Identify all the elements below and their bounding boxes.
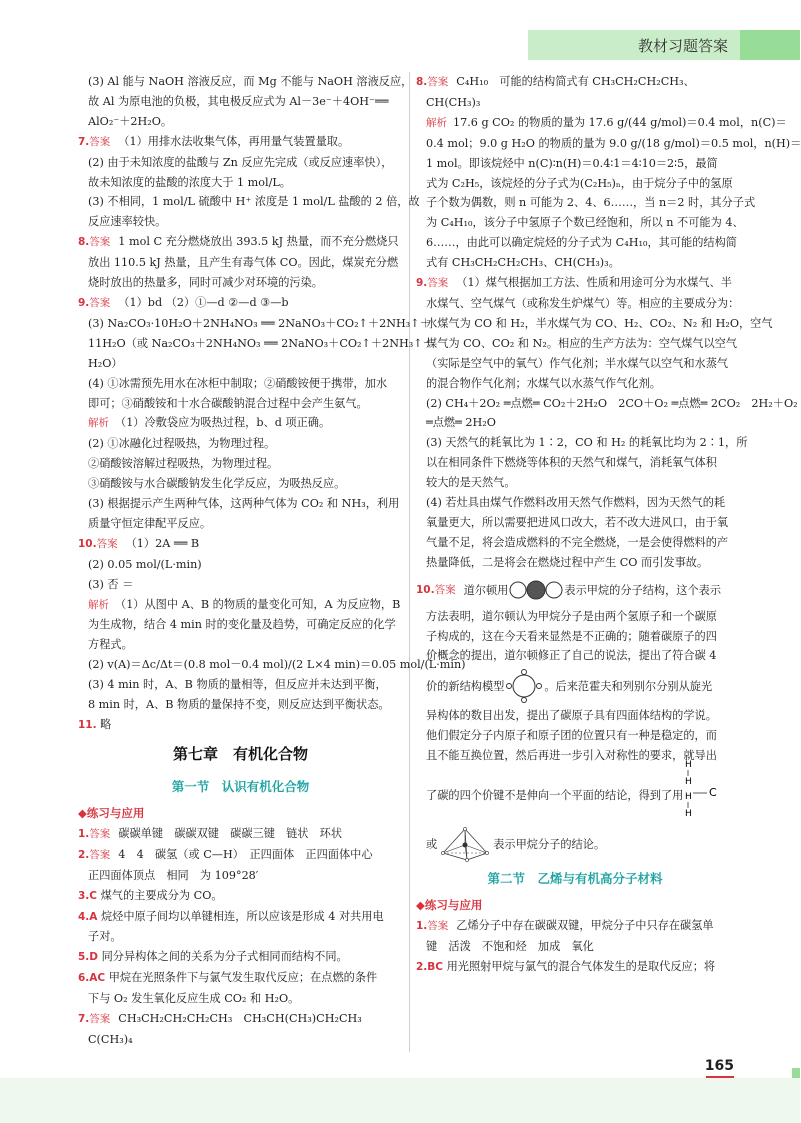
q10-formula-line bbox=[416, 760, 734, 824]
answer-text: 煤气的主要成分为 CO。 bbox=[100, 888, 223, 902]
text-line: (2) 0.05 mol/(L·min) bbox=[88, 557, 202, 571]
question-line bbox=[416, 273, 734, 294]
text-line: 水煤气、空气煤气（或称发生炉煤气）等。相应的主要成分为： bbox=[426, 296, 740, 310]
question-line bbox=[416, 72, 734, 93]
text-line: 较大的是天然气。 bbox=[426, 476, 516, 490]
question-line bbox=[78, 132, 403, 153]
four-valence-carbon-model-icon bbox=[504, 669, 544, 703]
question-number: 9. bbox=[416, 277, 428, 290]
question-line bbox=[78, 947, 403, 968]
text-line: 键 活泼 不饱和烃 加成 氧化 bbox=[426, 940, 594, 953]
text-line: 正四面体顶点 相同 为 109°28′ bbox=[88, 868, 259, 882]
answer-text: （1）煤气根据加工方法、性质和用途可分为水煤气、半 bbox=[456, 276, 732, 290]
answer-tag: 答案 bbox=[427, 277, 449, 290]
text-line: 为生成物，结合 4 min 时的变化量及趋势，可确定反应的化学 bbox=[88, 618, 396, 632]
question-line bbox=[78, 232, 403, 253]
text-line: (4) 若灶具由煤气作燃料改用天然气作燃料，因为天然气的耗 bbox=[426, 496, 726, 510]
text-line: 热量降低，二是将会在燃烧过程中产生 CO 而引发事故。 bbox=[426, 555, 709, 569]
answer-tag: 答案 bbox=[89, 1013, 111, 1026]
text-line: 水煤气为 CO 和 H₂，半水煤气为 CO、H₂、CO₂、N₂ 和 H₂O，空气 bbox=[426, 316, 773, 330]
text-line: 0.4 mol；9.0 g H₂O 的物质的量为 9.0 g/(18 g/mol)＝0.5 mol，n(H)＝ bbox=[426, 136, 801, 150]
text-line: (3) Al 能与 NaOH 溶液反应，而 Mg 不能与 NaOH 溶液反应， bbox=[88, 75, 413, 88]
question-line bbox=[78, 595, 403, 616]
text-line: (2) CH₄＋2O₂ ═点燃═ CO₂＋2H₂O 2CO＋O₂ ═点燃═ 2CO₂ 2H₂＋O₂ bbox=[426, 396, 798, 410]
question-number: 1. bbox=[78, 827, 90, 840]
text-line: 1 mol。即该烷烃中 n(C)∶n(H)＝0.4∶1＝4∶10＝2∶5，最简 bbox=[426, 156, 718, 170]
text-line: 反应速率较快。 bbox=[88, 215, 167, 229]
text-line: 放出 110.5 kJ 热量，且产生有毒气体 CO。因此，煤炭充分燃 bbox=[88, 256, 399, 270]
h-atom-label: H bbox=[685, 792, 693, 803]
text-line: 子对。 bbox=[88, 930, 122, 944]
answer-tag: 答案 bbox=[427, 920, 449, 933]
answer-text: 同分异构体之间的关系为分子式相同而结构不同。 bbox=[101, 950, 348, 964]
text-line: AlO₂⁻＋2H₂O。 bbox=[88, 114, 173, 128]
text-line: 即可；③硝酸铵和十水合碳酸钠混合过程中会产生氨气。 bbox=[88, 396, 368, 410]
text-line: 式有 CH₃CH₂CH₂CH₃、CH(CH₃)₃。 bbox=[426, 256, 620, 270]
question-line bbox=[78, 293, 403, 314]
right-column bbox=[416, 72, 801, 978]
planar-methane-formula-icon bbox=[683, 757, 725, 821]
answer-text: 用光照射甲烷与氯气的混合气体发生的是取代反应；将 bbox=[446, 959, 716, 973]
question-line bbox=[78, 824, 403, 845]
q10-text-post: 表示甲烷的分子结构，这个表示 bbox=[564, 583, 722, 597]
text-line: 下与 O₂ 发生氧化反应生成 CO₂ 和 H₂O。 bbox=[88, 992, 300, 1006]
question-number: 2. bbox=[78, 848, 90, 861]
answer-text: 乙烯分子中存在碳碳双键，甲烷分子中只存在碳氢单 bbox=[456, 919, 714, 933]
analysis-tag: 解析 bbox=[88, 417, 109, 430]
answer-tag: 答案 bbox=[89, 296, 111, 309]
question-line bbox=[78, 534, 403, 555]
question-line bbox=[78, 886, 403, 907]
q10-text-post4: 表示甲烷分子的结论。 bbox=[493, 838, 606, 852]
text-line: 烧时放出的热量多，同时可减少对环境的污染。 bbox=[88, 276, 323, 290]
text-line: 以在相同条件下燃烧等体积的天然气和煤气，消耗氧气体积 bbox=[426, 456, 717, 470]
question-number: 5.D bbox=[78, 951, 99, 964]
analysis-tag: 解析 bbox=[88, 598, 109, 611]
text-line: 式为 C₂H₅，该烷烃的分子式为(C₂H₅)ₙ，由于烷分子中的氢原 bbox=[426, 176, 733, 190]
corner-mark bbox=[792, 1068, 800, 1078]
question-number: 11. bbox=[78, 719, 97, 731]
question-number: 8. bbox=[78, 236, 90, 249]
answer-text: 1 mol C 充分燃烧放出 393.5 kJ 热量，而不充分燃烧只 bbox=[118, 235, 399, 249]
answer-tag: 答案 bbox=[96, 537, 118, 550]
question-number: 8. bbox=[416, 76, 428, 88]
answer-text: 甲烷在光照条件下与氯气发生取代反应；在点燃的条件 bbox=[108, 971, 378, 985]
text-line: (3) Na₂CO₃·10H₂O＋2NH₄NO₃ ══ 2NaNO₃＋CO₂↑＋2NH₃↑＋ bbox=[88, 316, 431, 330]
question-line bbox=[78, 413, 403, 434]
page-number-underline bbox=[706, 1076, 734, 1078]
text-line: 质量守恒定律配平反应。 bbox=[88, 516, 212, 530]
q10-line: 子构成的，这在今天看来显然是不正确的；随着碳原子的四 bbox=[426, 629, 717, 643]
dalton-methane-model-icon bbox=[508, 579, 564, 601]
question-number: 3.C bbox=[78, 889, 98, 902]
text-line: 6……，由此可以确定烷烃的分子式为 C₄H₁₀，其可能的结构简 bbox=[426, 236, 737, 250]
page-number: 165 bbox=[704, 1058, 734, 1074]
q10-block bbox=[416, 573, 734, 864]
q10-tetrahedral-line bbox=[416, 824, 734, 864]
text-line: (3) 天然气的耗氧比为 1∶2，CO 和 H₂ 的耗氧比均为 2∶1，所 bbox=[426, 436, 748, 450]
text-line: 故 Al 为原电池的负极，其电极反应式为 Al－3e⁻＋4OH⁻══ bbox=[88, 94, 389, 108]
text-line: （实际是空气中的氧气）作气化剂；半水煤气以空气和水蒸气 bbox=[426, 356, 729, 370]
question-line bbox=[78, 715, 403, 736]
q10-number: 10. bbox=[416, 583, 435, 596]
question-line bbox=[78, 845, 403, 866]
header-accent bbox=[740, 30, 800, 60]
c-atom-label: C bbox=[709, 786, 718, 800]
answer-text: （1）从图中 A、B 的物质的量变化可知，A 为反应物，B bbox=[115, 597, 401, 611]
text-line: (4) ①冰需预先用水在冰柜中制取；②硝酸铵便于携带，加水 bbox=[88, 376, 388, 390]
analysis-tag: 解析 bbox=[426, 116, 447, 129]
q10-first-line bbox=[416, 573, 734, 607]
question-number: 7. bbox=[78, 1013, 90, 1026]
text-line: 方程式。 bbox=[88, 638, 133, 652]
right-answers bbox=[416, 72, 801, 573]
q10-text-pre: 道尔顿用 bbox=[463, 583, 509, 597]
question-number: 2.BC bbox=[416, 960, 444, 973]
q10-answer-tag: 答案 bbox=[434, 584, 456, 597]
question-number: 1. bbox=[416, 920, 428, 933]
text-line: ③硝酸铵与水合碳酸钠发生化学反应，为吸热反应。 bbox=[88, 477, 346, 491]
answer-tag: 答案 bbox=[89, 848, 111, 861]
left-answers-2 bbox=[78, 824, 403, 1050]
q10-line: 异构体的数目出发，提出了碳原子具有四面体结构的学说。 bbox=[426, 709, 717, 723]
practice-heading-1: ◆练习与应用 bbox=[78, 805, 145, 820]
question-number: 7. bbox=[78, 135, 90, 148]
h-atom-label: H bbox=[685, 809, 693, 820]
text-line: 氧量更大，所以需要把进风口改大，若不改大进风口，由于氧 bbox=[426, 515, 729, 529]
text-line: 煤气为 CO、CO₂ 和 N₂。相应的生产方法为：空气煤气以空气 bbox=[426, 336, 738, 350]
text-line: C(CH₃)₄ bbox=[88, 1032, 133, 1046]
tetrahedral-methane-model-icon bbox=[437, 825, 493, 863]
text-line: 8 min 时，A、B 物质的量保持不变，则反应达到平衡状态。 bbox=[88, 698, 390, 712]
text-line: (3) 4 min 时，A、B 物质的量相等，但反应并未达到平衡， bbox=[88, 678, 387, 692]
chapter-title: 第七章 有机化合物 bbox=[172, 744, 308, 763]
question-line bbox=[416, 916, 734, 937]
question-line bbox=[416, 957, 734, 978]
right-answers-2 bbox=[416, 916, 734, 978]
footer-band bbox=[0, 1078, 800, 1123]
answer-tag: 答案 bbox=[89, 135, 111, 148]
question-line bbox=[78, 1009, 403, 1030]
text-line: (3) 根据提示产生两种气体，这两种气体为 CO₂ 和 NH₃，利用 bbox=[88, 497, 400, 511]
answer-tag: 答案 bbox=[89, 236, 111, 249]
text-line: 为 C₄H₁₀，该分子中氢原子个数已经饱和，所以 n 不可能为 4、 bbox=[426, 216, 744, 230]
question-number: 6.AC bbox=[78, 972, 106, 985]
answer-text: （1）用排水法收集气体，再用量气装置量取。 bbox=[118, 134, 350, 148]
text-line: (2) ①冰融化过程吸热，为物理过程。 bbox=[88, 437, 276, 451]
answer-text: 略 bbox=[100, 718, 112, 731]
header-title: 教材习题答案 bbox=[637, 37, 728, 55]
question-line bbox=[78, 968, 403, 989]
question-number: 9. bbox=[78, 296, 90, 309]
h-atom-label: H bbox=[685, 777, 693, 788]
answer-text: 17.6 g CO₂ 的物质的量为 17.6 g/(44 g/mol)＝0.4 mol，n(C)＝ bbox=[453, 115, 787, 129]
h-atom-label: H bbox=[685, 760, 693, 771]
q10-line: 且不能互换位置，然后再进一步引入对称性的要求，就导出 bbox=[426, 749, 717, 763]
answer-tag: 答案 bbox=[89, 827, 111, 840]
answer-text: 烷烃中原子间均以单键相连，所以应该是形成 4 对共用电 bbox=[100, 909, 384, 923]
text-line: ═点燃═ 2H₂O bbox=[426, 416, 496, 430]
section-title-1: 第一节 认识有机化合物 bbox=[171, 778, 310, 794]
q10-text-pre4: 或 bbox=[426, 838, 438, 852]
answer-text: （1）bd （2）①—d ②—d ③—b bbox=[118, 295, 289, 309]
answer-tag: 答案 bbox=[427, 76, 449, 88]
answer-text: 4 4 碳氢（或 C—H） 正四面体 正四面体中心 bbox=[118, 847, 373, 861]
text-line: (3) 否 ＝ bbox=[88, 577, 134, 591]
text-line: H₂O） bbox=[88, 356, 123, 370]
q10-text-post2: 。后来范霍夫和列别尔分别从旋光 bbox=[544, 680, 713, 694]
answer-text: （1）冷敷袋应为吸热过程，b、d 项正确。 bbox=[115, 416, 331, 430]
q10-text-pre3: 了碳的四个价键不是伸向一个平面的结论，得到了用 bbox=[426, 789, 684, 803]
text-line: CH(CH₃)₃ bbox=[426, 95, 481, 109]
q10-text-pre2: 价的新结构模型 bbox=[426, 680, 505, 694]
answer-text: 碳碳单键 碳碳双键 碳碳三键 链状 环状 bbox=[118, 826, 343, 840]
text-line: 的混合物作气化剂；水煤气以水蒸气作气化剂。 bbox=[426, 376, 661, 390]
text-line: 11H₂O（或 Na₂CO₃＋2NH₄NO₃ ══ 2NaNO₃＋CO₂↑＋2NH₃↑＋ bbox=[88, 336, 434, 350]
text-line: ②硝酸铵溶解过程吸热，为物理过程。 bbox=[88, 457, 279, 471]
question-number: 4.A bbox=[78, 910, 98, 923]
q10-line: 他们假定分子内原子和原子团的位置只有一种是稳定的，而 bbox=[426, 729, 717, 743]
text-line: (3) 不相同，1 mol/L 硫酸中 H⁺ 浓度是 1 mol/L 盐酸的 2 倍，故 bbox=[88, 195, 420, 209]
practice-heading-2: ◆练习与应用 bbox=[416, 898, 483, 913]
q10-model-line bbox=[416, 666, 734, 706]
text-line: 故未知浓度的盐酸的浓度大于 1 mol/L。 bbox=[88, 175, 291, 189]
question-line bbox=[78, 907, 403, 928]
text-line: 气量不足，将会造成燃料的不完全燃烧，一是会使得燃料的产 bbox=[426, 535, 729, 549]
answer-text: CH₃CH₂CH₂CH₂CH₃ CH₃CH(CH₃)CH₂CH₃ bbox=[118, 1012, 362, 1026]
question-line bbox=[416, 113, 787, 134]
question-number: 10. bbox=[78, 537, 97, 550]
text-line: 子个数为偶数，则 n 可能为 2、4、6……，当 n＝2 时，其分子式 bbox=[426, 196, 756, 210]
answer-text: C₄H₁₀ 可能的结构简式有 CH₃CH₂CH₂CH₃、 bbox=[456, 75, 695, 88]
section-title-2: 第二节 乙烯与有机高分子材料 bbox=[487, 871, 663, 887]
q10-line: 价概念的提出，道尔顿修正了自己的说法，提出了符合碳 4 bbox=[426, 649, 717, 663]
q10-line: 方法表明，道尔顿认为甲烷分子是由两个氢原子和一个碳原 bbox=[426, 609, 717, 623]
text-line: (2) 由于未知浓度的盐酸与 Zn 反应先完成（或反应速率快）， bbox=[88, 155, 393, 169]
answer-text: （1）2A ══ B bbox=[125, 536, 200, 550]
column-divider bbox=[409, 72, 410, 1052]
text-line: (2) v(A)＝Δc/Δt＝(0.8 mol－0.4 mol)/(2 L×4 min)＝0.05 mol/(L·min) bbox=[88, 658, 466, 672]
